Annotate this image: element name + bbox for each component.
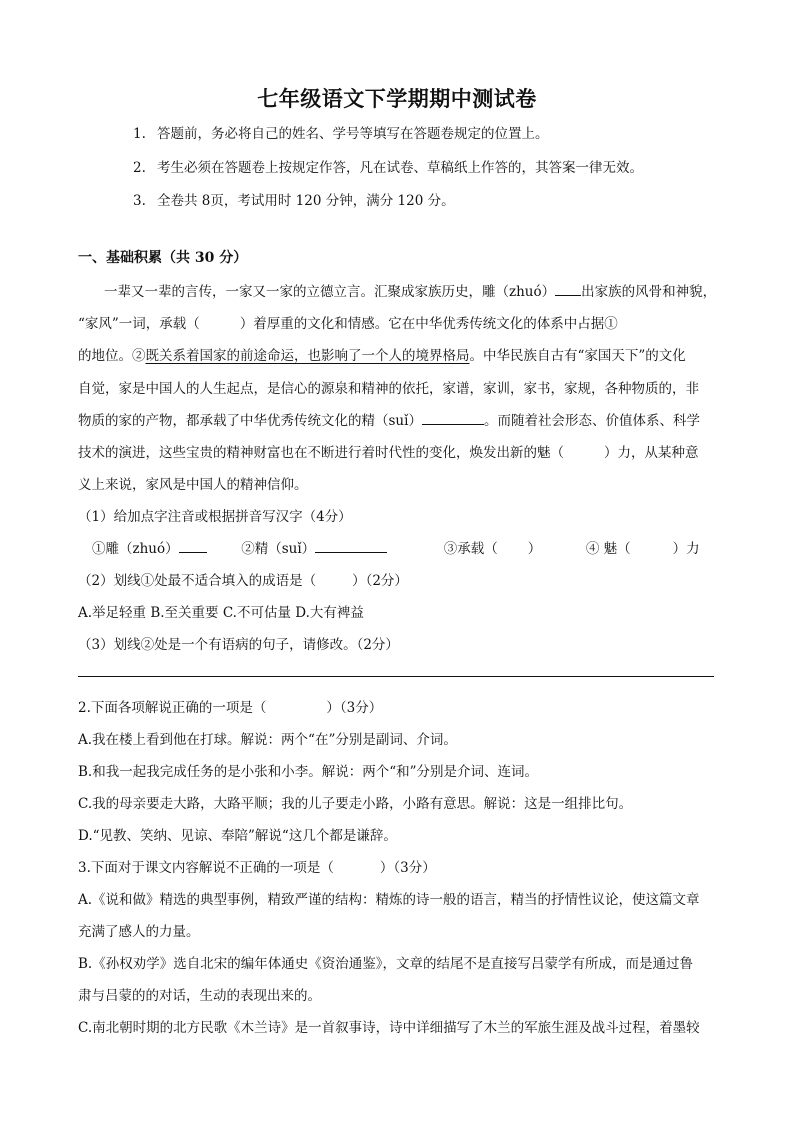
notice-number: 1. — [133, 126, 146, 142]
question-3 — [78, 856, 436, 876]
blank-underline — [555, 282, 581, 296]
question-text: 3.下面对于课文内容解说不正确的一项是（ — [78, 860, 334, 876]
item-text: ①雕（zhuó） — [92, 541, 179, 557]
question-2 — [78, 696, 382, 716]
question-3-option-a-line-2: 充满了感人的力量。 — [78, 924, 200, 940]
passage-line-3 — [78, 344, 686, 364]
question-3-option-b-line-2: 肃与吕蒙的的对话，生动的表现出来的。 — [78, 988, 321, 1004]
answer-blank[interactable] — [315, 539, 387, 553]
passage-text: 的地位。② — [78, 348, 146, 364]
question-3-option-b-line-1: B.《孙权劝学》选自北宋的编年体通史《资治通鉴》，文章的结尾不是直接写吕蒙学有所成，而是通过鲁 — [78, 956, 693, 972]
question-2-option-b: B.和我一起我完成任务的是小张和小李。解说：两个“和”分别是介词、连词。 — [78, 764, 539, 780]
question-1-2 — [78, 569, 408, 589]
underlined-sentence: 既关系着国家的前途命运，也影响了一个人的境界格局 — [145, 348, 470, 364]
notice-item-3 — [133, 189, 455, 209]
section-heading-basics: 一、基础积累（共 30 分） — [78, 250, 248, 266]
notice-text: 考生必须在答题卷上按规定作答，凡在试卷、草稿纸上作答的，其答案一律无效。 — [157, 160, 643, 176]
question-1-1: （1）给加点字注音或根据拼音写汉字（4分） — [78, 509, 352, 525]
question-3-option-a-line-1: A.《说和做》精选的典型事例，精致严谨的结构：精炼的诗一般的语言，精当的抒情性议论，使这篇文章 — [78, 892, 700, 908]
passage-text: 。而随着社会形态、价值体系、科学 — [483, 413, 700, 429]
passage-text: 一辈又一辈的言传，一家又一家的立德立言。汇聚成家族历史，雕（zhuó） — [104, 284, 556, 300]
notice-number: 2. — [133, 160, 146, 176]
answer-line[interactable] — [78, 676, 714, 677]
question-1-2-options: A.举足轻重 B.至关重要 C.不可估量 D.大有裨益 — [78, 605, 364, 621]
passage-text: ）着厚重的文化和情感。它在中华优秀传统文化的体系中占据① — [239, 316, 618, 332]
passage-line-1 — [104, 280, 716, 300]
passage-line-6 — [78, 441, 699, 461]
question-3-option-c-line-1: C.南北朝时期的北方民歌《木兰诗》是一首叙事诗，诗中详细描写了木兰的军旅生涯及战斗过程，着墨较 — [78, 1020, 700, 1036]
question-text: ）（2分） — [352, 573, 408, 589]
question-1-3: （3）划线②处是一个有语病的句子，请修改。（2分） — [78, 637, 399, 653]
passage-text: 技术的演进，这些宝贵的精神财富也在不断进行着时代性的变化，焕发出新的魅（ — [78, 445, 564, 461]
passage-text: “家风”一词，承载（ — [78, 316, 200, 332]
question-text: 2.下面各项解说正确的一项是（ — [78, 700, 267, 716]
item-text: ）力 — [672, 541, 700, 557]
question-1-1-items — [92, 537, 700, 557]
page-title: 七年级语文下学期期中测试卷 — [257, 86, 537, 111]
passage-line-7: 义上来说，家风是中国人的精神信仰。 — [78, 477, 308, 493]
notice-text: 全卷共 8页，考试用时 120 分钟，满分 120 分。 — [157, 193, 455, 209]
passage-text: ）力，从某种意 — [604, 445, 699, 461]
question-text: （2）划线①处最不适合填入的成语是（ — [78, 573, 317, 589]
question-2-option-a: A.我在楼上看到他在打球。解说：两个“在”分别是副词、介词。 — [78, 732, 457, 748]
item-text: ） — [527, 541, 542, 557]
answer-blank[interactable] — [179, 539, 207, 553]
notice-number: 3. — [133, 193, 146, 209]
passage-line-2 — [78, 312, 618, 332]
question-2-option-d: D.“见教、笑纳、见谅、奉陪”解说“这几个都是谦辞。 — [78, 828, 397, 844]
notice-item-1 — [133, 122, 549, 142]
passage-line-5 — [78, 409, 700, 429]
passage-line-4: 自觉，家是中国人的人生起点，是信心的源泉和精神的依托，家谱，家训，家书，家规，各种物质的，非 — [78, 381, 699, 397]
passage-text: 出家族的风骨和神貌， — [581, 284, 717, 300]
item-text: ④ 魅（ — [585, 541, 631, 557]
blank-underline — [422, 411, 484, 425]
question-2-option-c: C.我的母亲要走大路，大路平顺；我的儿子要走小路，小路有意思。解说：这是一组排比句。 — [78, 796, 633, 812]
notice-item-2 — [133, 156, 643, 176]
item-text: ③承载（ — [443, 541, 498, 557]
question-text: ）（3分） — [326, 700, 383, 716]
question-text: ）（3分） — [379, 860, 436, 876]
passage-text: 物质的家的产物，都承载了中华优秀传统文化的精（suǐ） — [78, 413, 422, 429]
passage-text: 。中华民族自古有“家国天下”的文化 — [469, 348, 686, 364]
notice-text: 答题前，务必将自己的姓名、学号等填写在答题卷规定的位置上。 — [157, 126, 549, 142]
item-text: ②精（suǐ） — [241, 541, 316, 557]
